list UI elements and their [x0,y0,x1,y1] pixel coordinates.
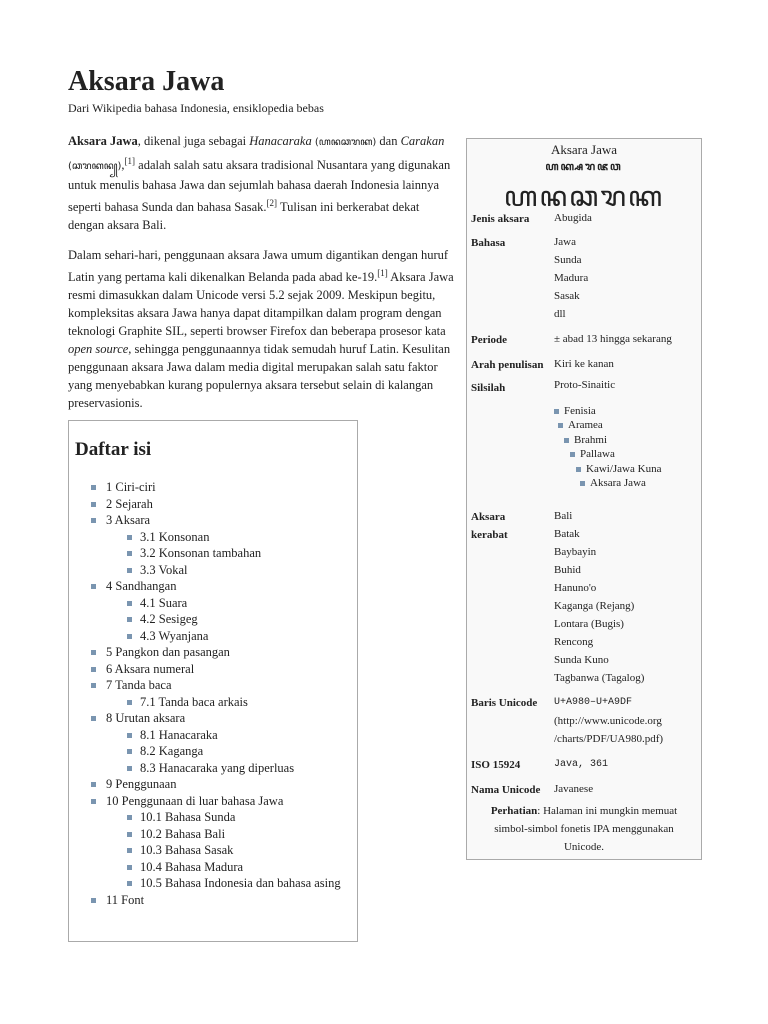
intro-italic-carakan: Carakan [400,134,445,148]
bullet-icon [127,551,132,556]
intro-paragraph-2 [68,246,456,412]
silsilah-item-label[interactable]: Pallawa [580,448,615,461]
silsilah-item-label[interactable]: Aksara Jawa [590,477,646,489]
bullet-icon [127,766,132,771]
value-aksara-kerabat [554,507,644,687]
label-iso-15924: ISO 15924 [471,759,521,771]
bullet-icon [570,452,575,457]
toc-item[interactable] [91,644,341,661]
toc-item[interactable] [91,809,341,826]
table-of-contents [68,420,358,942]
intro-text: Dalam sehari-hari, penggunaan aksara Jawa umum digantikan dengan huruf Latin yang pertama kali dikenalkan Belanda pada abad ke-19. [68,248,449,285]
value-text: ± abad 13 hingga sekarang [554,333,672,345]
bullet-icon [127,700,132,705]
toc-item-label[interactable]: 10.5 Bahasa Indonesia dan bahasa asing [140,876,341,890]
toc-item-label[interactable]: 9 Penggunaan [106,777,177,791]
toc-item[interactable] [91,826,341,843]
toc-item[interactable] [91,859,341,876]
value-text: Abugida [554,212,592,224]
page-subtitle: Dari Wikipedia bahasa Indonesia, ensiklopedia bebas [68,101,324,115]
silsilah-item[interactable] [576,463,661,475]
value-text: Kiri ke kanan [554,358,614,370]
intro-text: Aksara Jawa resmi dimasukkan dalam Unicode versi 5.2 sejak 2009. Meskipun begitu, kompleksitas aksara Jawa hanya dapat ditampilkan dalam program dengan teknologi Graphite SIL, seperti browser Firefox dan beberapa prosesor kata [68,270,454,339]
toc-item-label[interactable]: 3 Aksara [106,513,151,527]
toc-item[interactable] [91,842,341,859]
toc-item[interactable] [91,661,341,678]
toc-item[interactable] [91,628,341,645]
toc-item[interactable] [91,743,341,760]
intro-italic-hanacaraka: Hanacaraka [249,134,312,148]
value-item[interactable]: Rencong [554,636,594,648]
note-text: : Halaman ini mungkin memuat simbol-simbol fonetis IPA menggunakan Unicode. [494,805,678,853]
infobox-script-small: ꦲꦏ꧀ꦱꦫꦗꦮ [545,160,623,173]
value-arah-penulisan [554,355,614,373]
label-arah-penulisan: Arah penulisan [471,359,544,371]
value-text: Proto-Sinaitic [554,379,616,391]
value-item[interactable]: Buhid [554,564,581,576]
toc-item-label[interactable]: 8.1 Hanacaraka [140,727,218,742]
reference-link[interactable]: [2] [266,198,278,209]
toc-item-label[interactable]: 10.2 Bahasa Bali [140,826,226,841]
toc-item-label[interactable]: 10.4 Bahasa Madura [140,859,244,874]
bullet-icon [91,716,96,721]
silsilah-item[interactable] [554,405,596,417]
bullet-icon [554,409,559,414]
bullet-icon [127,535,132,540]
intro-paragraph-1: Aksara Jawa, dikenal juga sebagai Hanacaraka (ꦲꦤꦕꦫꦏ) dan Carakan (ꦕꦫꦏꦤ꧀),[1] adalah salah satu aksara tradisional Nusantara yang digunakan untuk menulis bahasa Jawa dan sejumlah bahasa daerah Indonesia lainnya seperti bahasa Sunda dan bahasa Sasak.[2] Tulisan ini berkerabat dekat dengan aksara Bali. [68,134,451,233]
value-iso-15924 [554,756,608,774]
toc-item-label[interactable]: 4 Sandhangan [106,579,177,593]
toc-item[interactable] [91,875,341,892]
intro-text: , dikenal juga sebagai [137,134,250,148]
value-text: Java, 361 [554,759,609,770]
toc-item[interactable] [91,529,341,546]
toc-item[interactable] [91,595,341,612]
unicode-chart-link[interactable]: (http://www.unicode.org [554,715,662,727]
bullet-icon [127,815,132,820]
bullet-icon [91,584,96,589]
value-bahasa [554,233,588,323]
intro-text: Tulisan ini berkerabat dekat dengan aksara Bali. [68,200,420,233]
bullet-icon [91,683,96,688]
value-item[interactable]: Jawa [554,236,576,248]
value-jenis-aksara [554,209,592,227]
toc-item[interactable] [91,710,341,727]
reference-link[interactable]: [1] [124,156,136,166]
toc-item-label[interactable]: 5 Pangkon dan pasangan [106,645,230,659]
toc-item-label[interactable]: 4.1 Suara [140,595,188,610]
silsilah-item-label[interactable]: Fenisia [564,405,596,417]
toc-item[interactable] [91,776,341,793]
bullet-icon [558,423,563,428]
value-item[interactable]: Hanuno'o [554,582,597,594]
toc-list [91,479,341,908]
toc-item[interactable] [91,479,341,496]
toc-item-label[interactable]: 8.3 Hanacaraka yang diperluas [140,760,295,775]
value-item[interactable]: Sunda Kuno [554,654,609,666]
value-text: U+A980–U+A9DF [554,697,633,708]
value-item[interactable]: dll [554,308,566,320]
bullet-icon [91,502,96,507]
bullet-icon [91,518,96,523]
note-bold: Perhatian [490,805,538,817]
toc-item-label[interactable]: 7.1 Tanda baca arkais [140,694,248,709]
toc-item[interactable] [91,545,341,562]
value-item[interactable]: Lontara (Bugis) [554,618,624,630]
toc-item[interactable] [91,694,341,711]
value-item[interactable]: Batak [554,528,580,540]
bullet-icon [127,601,132,606]
unicode-chart-link[interactable]: /charts/PDF/UA980.pdf) [554,733,664,745]
bullet-icon [127,733,132,738]
toc-item-label[interactable]: 3.2 Konsonan tambahan [140,546,262,560]
label-nama-unicode: Nama Unicode [471,784,541,796]
infobox-title: Aksara Jawa [550,142,618,157]
bullet-icon [127,749,132,754]
intro-bold-term: Aksara Jawa [68,134,138,148]
intro-italic-open-source: open source [68,342,129,357]
label-baris-unicode: Baris Unicode [471,697,538,709]
silsilah-item[interactable] [558,419,603,431]
bullet-icon [580,481,585,486]
label-silsilah: Silsilah [471,382,506,394]
value-nama-unicode [554,780,593,798]
toc-item[interactable] [91,677,341,694]
bullet-icon [564,438,569,443]
label-jenis-aksara: Jenis aksara [471,213,530,225]
bullet-icon [91,667,96,672]
bullet-icon [127,881,132,886]
silsilah-item[interactable] [570,448,615,460]
toc-item-label[interactable]: 10 Penggunaan di luar bahasa Jawa [106,793,284,808]
intro-text: , sehingga penggunaannya tidak semudah huruf Latin. Kesulitan penggunaan aksara Jawa dalam media digital merupakan salah satu faktor yang menyebabkan kurang populernya aksara tersebut selain di kalangan preservasionis. [68,342,451,411]
value-item[interactable]: Sunda [554,254,582,266]
toc-item-label[interactable]: 4.2 Sesigeg [140,612,198,626]
toc-item-label[interactable]: 4.3 Wyanjana [140,628,209,643]
value-item[interactable]: Tagbanwa (Tagalog) [554,672,645,684]
toc-item[interactable] [91,760,341,777]
infobox-script-big: ꦲꦤꦕꦫꦏ [503,180,665,213]
label-aksara-kerabat-1: Aksara [471,511,506,523]
value-text: Javanese [554,783,594,795]
silsilah-item-label[interactable]: Kawi/Jawa Kuna [586,462,662,475]
silsilah-item[interactable] [564,434,607,446]
toc-title: Daftar isi [75,439,152,460]
toc-item-label[interactable]: 3.1 Konsonan [140,529,210,544]
label-bahasa: Bahasa [471,237,506,249]
javanese-inline-script: (ꦕꦫꦏꦤ꧀) [68,161,122,173]
toc-item-label[interactable]: 7 Tanda baca [106,678,172,692]
bullet-icon [127,634,132,639]
infobox-note [477,802,691,856]
value-item[interactable]: Kaganga (Rejang) [554,600,635,612]
page-title: Aksara Jawa [68,66,225,97]
value-silsilah-root [554,376,615,394]
value-periode [554,330,672,348]
javanese-inline-script: (ꦲꦤꦕꦫꦏ) [314,137,377,148]
bullet-icon [127,568,132,573]
toc-item[interactable] [91,512,341,529]
toc-item-label[interactable]: 3.3 Vokal [140,562,188,577]
bullet-icon [127,617,132,622]
bullet-icon [91,650,96,655]
toc-item-label[interactable]: 11 Font [106,892,145,907]
toc-item[interactable] [91,793,341,810]
bullet-icon [91,898,96,903]
toc-item-label[interactable]: 10.1 Bahasa Sunda [140,810,236,824]
label-periode: Periode [471,334,508,346]
value-item[interactable]: Baybayin [554,546,597,558]
toc-item-label[interactable]: 8.2 Kaganga [140,744,204,758]
value-item[interactable]: Bali [554,510,573,522]
bullet-icon [127,848,132,853]
toc-item-label[interactable]: 8 Urutan aksara [106,711,186,725]
intro-text: dan [376,134,401,148]
toc-item-label[interactable]: 1 Ciri-ciri [106,480,156,494]
silsilah-item-label[interactable]: Aramea [568,419,603,432]
label-aksara-kerabat-2: kerabat [471,529,508,541]
silsilah-item-label[interactable]: Brahmi [574,433,607,446]
toc-item-label[interactable]: 6 Aksara numeral [106,661,195,676]
bullet-icon [576,467,581,472]
toc-item[interactable] [91,578,341,595]
toc-item[interactable] [91,892,341,909]
value-item[interactable]: Sasak [554,290,580,302]
toc-item-label[interactable]: 2 Sejarah [106,496,153,511]
reference-link[interactable]: [1] [377,268,388,279]
intro-text: adalah salah satu aksara tradisional Nusantara yang digunakan untuk menulis bahasa Jawa dan sejumlah bahasa daerah Indonesia lainnya seperti bahasa Sunda dan bahasa Sasak. [68,158,451,215]
bullet-icon [91,799,96,804]
value-baris-unicode [554,694,663,748]
toc-item-label[interactable]: 10.3 Bahasa Sasak [140,843,234,857]
infobox [466,138,702,860]
bullet-icon [91,485,96,490]
intro-section [68,132,456,424]
toc-item[interactable] [91,562,341,579]
bullet-icon [127,832,132,837]
bullet-icon [91,782,96,787]
toc-item[interactable] [91,727,341,744]
toc-item[interactable] [91,611,341,628]
value-item[interactable]: Madura [554,272,589,284]
toc-item[interactable] [91,496,341,513]
silsilah-item[interactable] [580,477,646,489]
bullet-icon [127,865,132,870]
